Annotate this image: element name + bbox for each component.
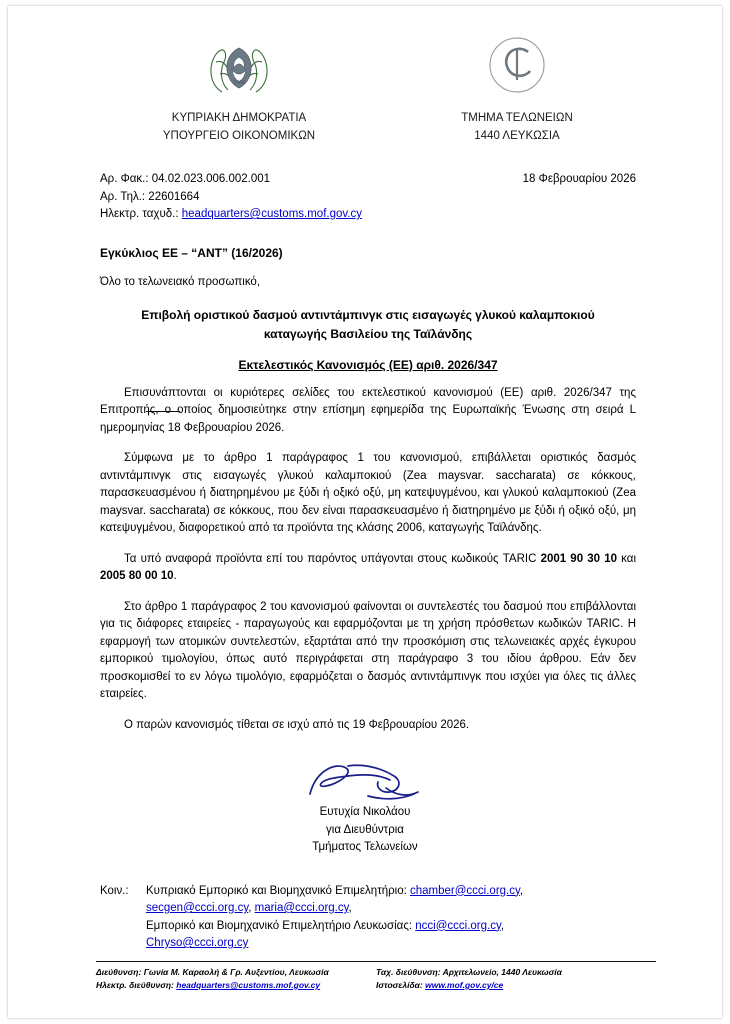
footer-email-link[interactable]: headquarters@customs.mof.gov.cy: [176, 980, 321, 990]
footer-left: [96, 966, 376, 992]
cc-line-1-text: Κυπριακό Εμπορικό και Βιομηχανικό Επιμελητήριο:: [146, 884, 411, 897]
signatory-role-1: για Διευθύντρια: [326, 823, 404, 836]
cc-email-ncci[interactable]: ncci@ccci.org.cy: [415, 919, 501, 932]
footer-web-label: Ιστοσελίδα:: [376, 980, 423, 990]
paragraph-1: Επισυνάπτονται οι κυριότερες σελίδες του εκτελεστικού κανονισμού (ΕΕ) αριθ. 2026/347 της Επιτροπής, ο οποίος δημοσιεύτηκε στην επίσημη εφημερίδα της Ευρωπαϊκής Ένωσης στη σειρά L ημερομηνίας 18 Φεβρουαρίου 2026.: [100, 386, 636, 434]
email-line: [100, 206, 362, 224]
header-right-org-line2: 1440 ΛΕΥΚΩΣΙΑ: [474, 130, 560, 142]
circular-title: Εγκύκλιος ΕΕ – “ΑΝΤ” (16/2026): [100, 245, 283, 260]
cc-line-1-sep: ,: [519, 884, 524, 897]
taric-code-2: 2005 80 00 10: [100, 570, 174, 582]
cc-line-2-sep-1: ,: [248, 902, 255, 914]
subject-block: [100, 306, 636, 344]
cc-recipients: [146, 883, 636, 953]
document-date: 18 Φεβρουαρίου 2026: [522, 173, 636, 185]
file-number: Αρ. Φακ.: 04.02.023.006.002.001: [100, 173, 271, 185]
cc-line-2: [146, 900, 636, 918]
email-label: Ηλεκτρ. ταχυδ.:: [100, 208, 179, 220]
paragraph-3-mid: και: [617, 552, 636, 565]
cc-email-maria[interactable]: maria@ccci.org.cy: [254, 902, 349, 914]
subject-line-1: Επιβολή οριστικού δασμού αντιντάμπινγκ στις εισαγωγές γλυκού καλαμποκιού: [141, 307, 595, 322]
footer-address-line: [96, 966, 376, 979]
footer-right: [376, 966, 656, 992]
cc-block: [100, 883, 636, 953]
document-sheet: [8, 6, 722, 1018]
cc-email-secgen[interactable]: secgen@ccci.org.cy: [146, 902, 249, 914]
cyprus-coat-of-arms-icon: [104, 32, 374, 98]
customs-department-logo-icon: [382, 32, 652, 98]
header-left-org-line1: ΚΥΠΡΙΑΚΗ ΔΗΜΟΚΡΑΤΙΑ: [171, 112, 307, 124]
paragraph-3-end: .: [173, 570, 177, 582]
document-footer: [96, 961, 656, 992]
header-right-block: [382, 32, 652, 145]
cc-line-3-text: Εμπορικό και Βιομηχανικό Επιμελητήριο Λευκωσίας:: [146, 919, 416, 932]
margin-mark: [146, 411, 180, 412]
paragraph-4: Στο άρθρο 1 παράγραφος 2 του κανονισμού φαίνονται οι συντελεστές του δασμού που επιβάλλονται για τις διάφορες εταιρείες - παραγωγούς και εφαρμόζονται με τη χρήση πρόσθετων κωδικών TARIC. Η εφαρμογή των ατομικών συντελεστών, εξαρτάται από την προσκόμιση στις τελωνειακές αρχές έγκυρου εμπορικού τιμολογίου, όπως αυτό περιγράφεται στη παράγραφο 3 του ιδίου άρθρου. Εάν δεν προσκομισθεί το εν λόγω τιμολόγιο, εφαρμόζεται ο δασμός αντιντάμπινγκ που ισχύει για όλες τις άλλες εταιρείες.: [100, 600, 636, 700]
reference-left: [100, 171, 362, 224]
header-right-org-line1: ΤΜΗΜΑ ΤΕΛΩΝΕΙΩΝ: [461, 112, 573, 124]
reference-block: [100, 171, 636, 224]
cc-line-2-sep-2: ,: [348, 902, 352, 914]
document-header: [8, 6, 722, 145]
subject-line-2: καταγωγής Βασιλείου της Ταϊλάνδης: [263, 326, 473, 341]
regulation-reference: Εκτελεστικός Κανονισμός (ΕΕ) αριθ. 2026/347: [238, 357, 498, 372]
cc-email-chamber[interactable]: chamber@ccci.org.cy: [410, 884, 520, 897]
footer-web-link[interactable]: www.mof.gov.cy/ce: [425, 980, 504, 990]
signature-block: [8, 760, 722, 857]
footer-postal-line: [376, 966, 656, 979]
cc-line-1: [146, 883, 636, 901]
cc-line-3: [146, 918, 636, 936]
signatory-name: Ευτυχία Νικολάου: [319, 806, 411, 818]
footer-postal-label: Ταχ. διεύθυνση:: [376, 967, 441, 977]
paragraph-5: Ο παρών κανονισμός τίθεται σε ισχύ από τις 19 Φεβρουαρίου 2026.: [124, 718, 470, 731]
footer-address-label: Διεύθυνση:: [96, 967, 142, 977]
footer-email-label: Ηλεκτρ. διεύθυνση:: [96, 980, 174, 990]
paragraph-3: [100, 551, 636, 586]
svg-text:1960: 1960: [233, 80, 245, 86]
header-left-block: [78, 32, 374, 145]
handwritten-signature: [8, 760, 722, 804]
headquarters-email-link[interactable]: headquarters@customs.mof.gov.cy: [181, 208, 362, 220]
document-body: [100, 246, 636, 735]
footer-postal-value: Αρχιτελωνείο, 1440 Λευκωσία: [440, 967, 562, 977]
addressee: Όλο το τελωνειακό προσωπικό,: [100, 275, 261, 288]
cc-email-chryso[interactable]: Chryso@ccci.org.cy: [146, 937, 249, 949]
footer-web-line: [376, 979, 656, 992]
cc-line-4: [146, 935, 636, 953]
taric-code-1: 2001 90 30 10: [540, 552, 618, 565]
footer-email-line: [96, 979, 376, 992]
telephone-number: Αρ. Τηλ.: 22601664: [100, 190, 200, 203]
header-left-org-line2: ΥΠΟΥΡΓΕΙΟ ΟΙΚΟΝΟΜΙΚΩΝ: [162, 130, 316, 142]
footer-address-value: Γωνία Μ. Καραολή & Γρ. Αυξεντίου, Λευκωσία: [141, 967, 329, 977]
signatory-role-2: Τμήματος Τελωνείων: [312, 841, 418, 853]
cc-line-3-sep: ,: [500, 919, 505, 932]
cc-label: Κοιν.:: [100, 884, 129, 897]
paragraph-3-pre: Τα υπό αναφορά προϊόντα επί του παρόντος υπάγονται στους κωδικούς TARIC: [124, 552, 541, 565]
paragraph-2: Σύμφωνα με το άρθρο 1 παράγραφος 1 του κανονισμού, επιβάλλεται οριστικός δασμός αντιντάμπινγκ στις εισαγωγές γλυκού καλαμποκιού (Zea maysvar. saccharata) σε κόκκους, παρασκευασμένου ή διατηρημένου με ξύδι ή οξικό οξύ, μη κατεψυγμένου, και γλυκού καλαμποκιού (Zea maysvar. saccharata) σε κόκκους, που δεν είναι παρασκευασμένο ή διατηρημένο με ξύδι ή οξικό οξύ, μη κατεψυγμένου, διαφορετικού από τα προϊόντα της κλάσης 2006, καταγωγής Ταϊλάνδης.: [100, 452, 636, 534]
